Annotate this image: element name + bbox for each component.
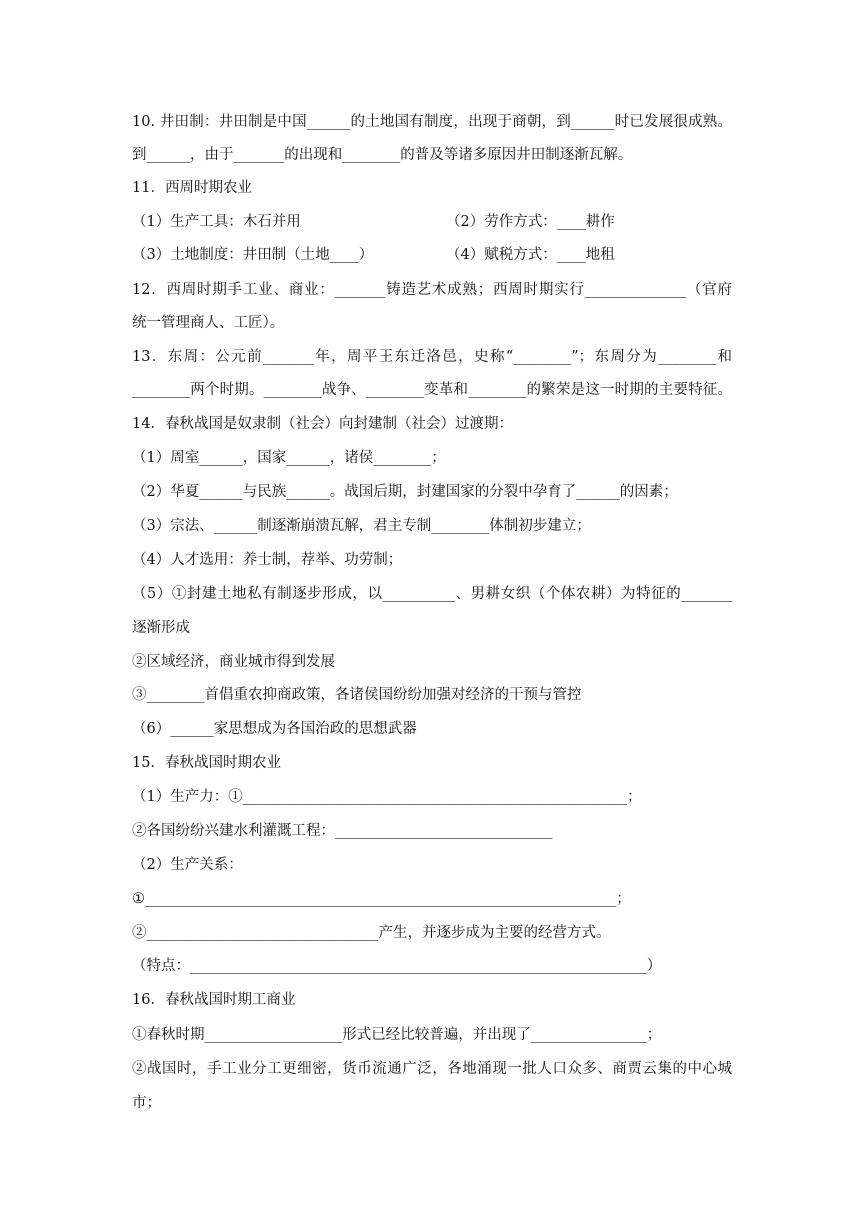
q15-item-1: （1）生产力：①_____________________________________________________； [132,789,642,805]
q14-item-3: （3）宗法、______制逐渐崩溃瓦解，君主专制________体制初步建立； [132,518,591,534]
q11-item-3: （3）土地制度：井田制（土地____） [132,247,374,263]
q15-item-1-sub-2: ②各国纷纷兴建水利灌溉工程：______________________________ [132,823,553,839]
q15-item-2: （2）生产关系： [132,857,243,873]
q10-line-1: 10. 井田制：井田制是中国______的土地国有制度，出现于商朝，到______时已发展很成熟。 [132,114,732,130]
q14-item-5-line-2: 逐渐形成 [132,620,190,636]
q15-item-2-sub-1: ①_________________________________________________________________； [132,891,631,907]
q14-item-1: （1）周室______，国家______，诸侯________； [132,450,446,466]
q11-item-2: （2）劳作方式：____耕作 [446,214,615,230]
q16-item-2-line-1: ②战国时，手工业分工更细密，货币流通广泛，各地涌现一批人口众多、商贾云集的中心城 [132,1061,732,1077]
q11-heading: 11．西周时期农业 [132,180,252,196]
q11-item-1: （1）生产工具：木石并用 [132,214,301,230]
q14-heading: 14．春秋战国是奴隶制（社会）向封建制（社会）过渡期： [132,416,513,432]
q14-item-2: （2）华夏______与民族______。战国后期，封建国家的分裂中孕育了______的因素； [132,484,678,500]
q12-line-2: 统一管理商人、工匠）。 [132,315,285,331]
q16-heading: 16．春秋战国时期工商业 [132,992,296,1008]
q12-line-1: 12．西周时期手工业、商业：_______铸造艺术成熟；西周时期实行______________（官府 [132,282,732,298]
q16-item-2-line-2: 市； [132,1095,161,1111]
q13-line-1: 13．东周：公元前_______年，周平王东迁洛邑，史称“________”；东周分为________和 [132,349,732,365]
q14-item-5-sub-3: ③________首倡重农抑商政策，各诸侯国纷纷加强对经济的干预与管控 [132,687,582,703]
q13-line-2: ________两个时期。________战争、________变革和________的繁荣是这一时期的主要特征。 [132,382,732,398]
q16-item-1: ①春秋时期___________________形式已经比较普遍，并出现了________________； [132,1027,662,1043]
q14-item-4: （4）人才选用：养士制，荐举、功劳制； [132,552,403,568]
q11-item-4: （4）赋税方式：____地租 [446,247,615,263]
q15-heading: 15．春秋战国时期农业 [132,755,281,771]
q10-line-2: 到______，由于_______的出现和________的普及等诸多原因井田制逐渐瓦解。 [132,147,633,163]
q14-item-5-sub-2: ②区域经济，商业城市得到发展 [132,654,335,670]
q14-item-5-line-1: （5）①封建土地私有制逐步形成，以__________、男耕女织（个体农耕）为特征的_______ [132,586,732,602]
q14-item-6: （6）______家思想成为各国治政的思想武器 [132,721,417,737]
q15-item-2-feature: （特点：_______________________________________________________________） [132,958,662,974]
q15-item-2-sub-2: ②________________________________产生，并逐步成为主要的经营方式。 [132,925,611,941]
